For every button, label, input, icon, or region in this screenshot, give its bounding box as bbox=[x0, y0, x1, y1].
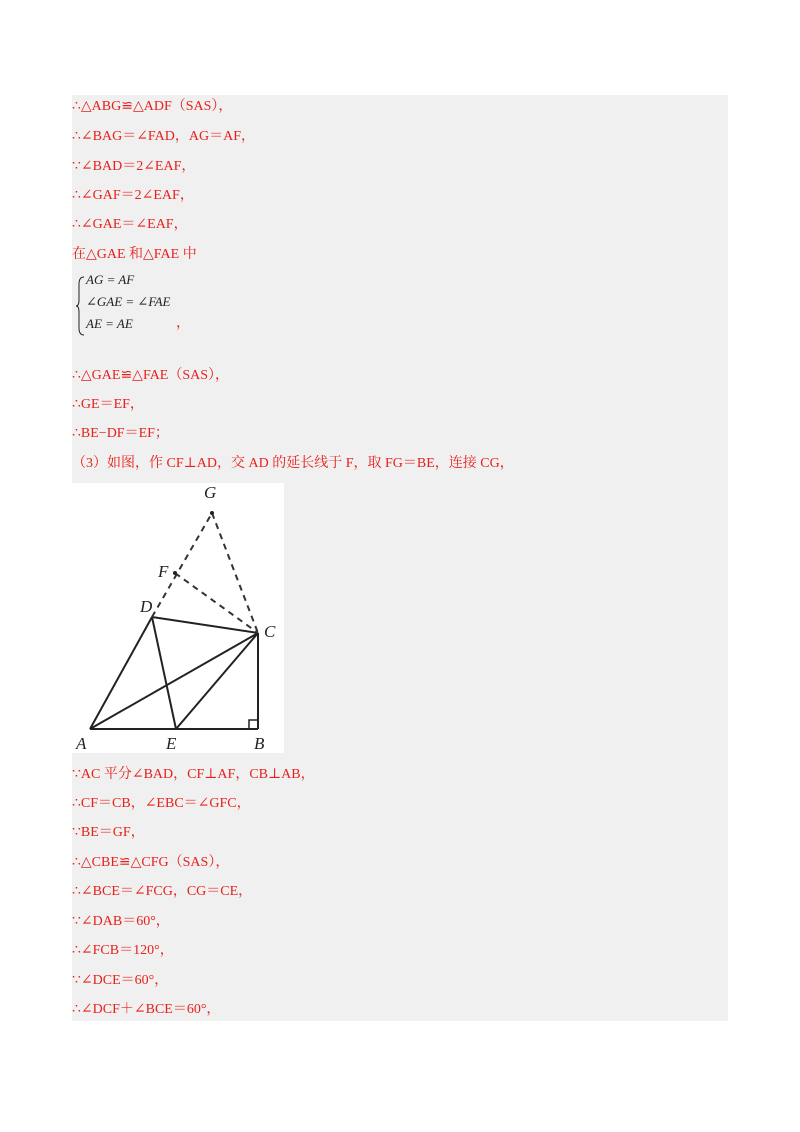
segment-FC-dashed bbox=[175, 573, 258, 633]
proof-line-7: ∴△GAE≌△FAE（SAS）， bbox=[72, 368, 230, 383]
proof-line-19: ∴∠DCF＋∠BCE＝60°， bbox=[72, 1002, 221, 1017]
proof-line-11: ∵AC 平分∠BAD，CF⊥AF，CB⊥AB， bbox=[72, 767, 315, 782]
system-trailing-comma: ， bbox=[176, 316, 190, 331]
segment-AC bbox=[90, 633, 258, 729]
segment-EC bbox=[176, 633, 258, 729]
label-F: F bbox=[158, 562, 169, 581]
proof-line-13: ∵BE＝GF， bbox=[72, 825, 145, 840]
proof-line-10: （3）如图，作 CF⊥AD，交 AD 的延长线于 F，取 FG＝BE，连接 CG， bbox=[72, 456, 514, 471]
right-angle-mark bbox=[249, 720, 258, 729]
proof-line-6: 在△GAE 和△FAE 中 bbox=[72, 247, 197, 262]
proof-line-2: ∴∠BAG＝∠FAD，AG＝AF， bbox=[72, 129, 256, 144]
proof-line-8: ∴GE＝EF， bbox=[72, 397, 144, 412]
left-brace-icon bbox=[76, 276, 86, 336]
label-B: B bbox=[254, 734, 265, 753]
proof-line-3: ∵∠BAD＝2∠EAF， bbox=[72, 159, 196, 174]
segment-DE bbox=[152, 617, 176, 729]
label-C: C bbox=[264, 622, 276, 641]
equation-system bbox=[76, 270, 196, 340]
geometry-figure bbox=[72, 483, 284, 753]
system-row-2: ∠GAE = ∠FAE bbox=[86, 294, 171, 309]
segment-DC bbox=[152, 617, 258, 633]
proof-line-18: ∵∠DCE＝60°， bbox=[72, 973, 169, 988]
label-E: E bbox=[166, 734, 177, 753]
proof-line-9: ∴BE−DF＝EF； bbox=[72, 426, 169, 441]
proof-line-14: ∴△CBE≌△CFG（SAS）， bbox=[72, 855, 230, 870]
segment-GC-dashed bbox=[212, 513, 258, 633]
proof-line-1: ∴△ABG≌△ADF（SAS）， bbox=[72, 99, 233, 114]
proof-line-16: ∵∠DAB＝60°， bbox=[72, 914, 170, 929]
label-D: D bbox=[140, 597, 153, 616]
proof-line-17: ∴∠FCB＝120°， bbox=[72, 943, 174, 958]
proof-line-5: ∴∠GAE＝∠EAF， bbox=[72, 217, 188, 232]
system-row-1: AG = AF bbox=[86, 272, 135, 287]
system-row-3: AE = AE bbox=[86, 316, 133, 331]
proof-line-4: ∴∠GAF＝2∠EAF， bbox=[72, 188, 194, 203]
label-A: A bbox=[76, 734, 87, 753]
proof-line-15: ∴∠BCE＝∠FCG，CG＝CE， bbox=[72, 884, 253, 899]
geometry-diagram bbox=[72, 483, 284, 753]
label-G: G bbox=[204, 483, 217, 502]
solution-content bbox=[72, 95, 728, 1021]
proof-line-12: ∴CF＝CB，∠EBC＝∠GFC， bbox=[72, 796, 251, 811]
